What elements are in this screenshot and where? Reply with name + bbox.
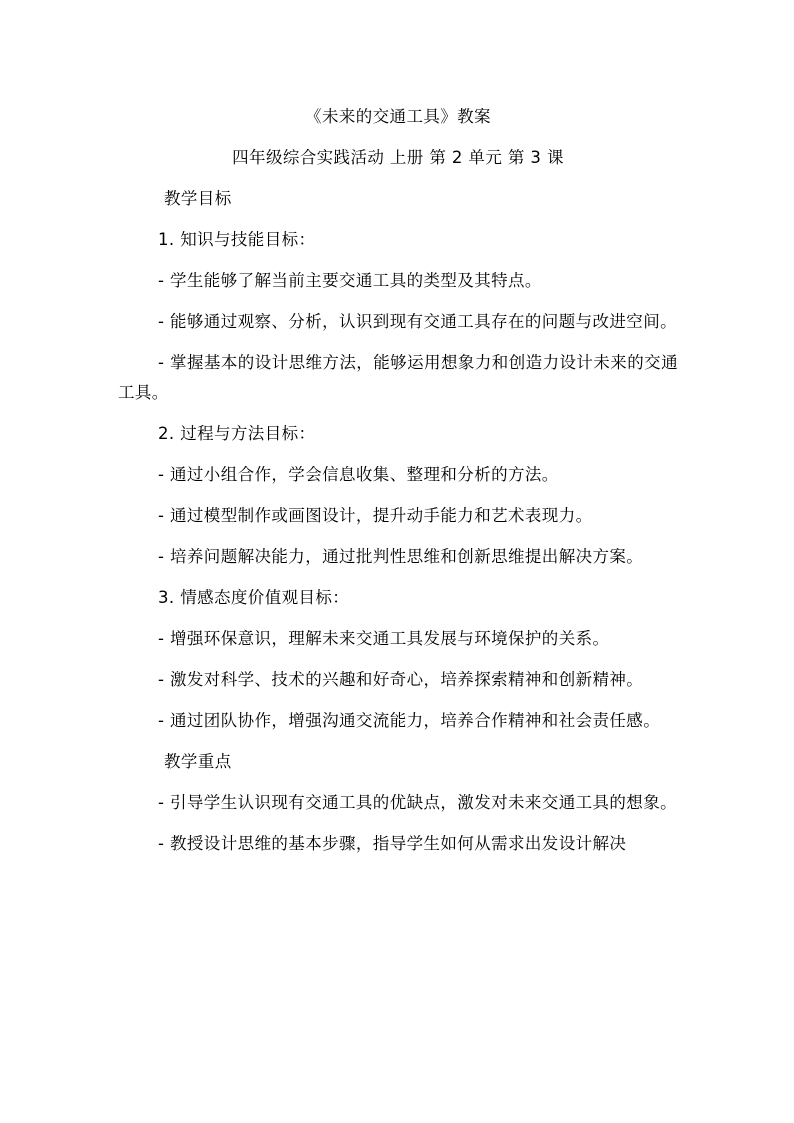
focus-item: - 引导学生认识现有交通工具的优缺点，激发对未来交通工具的想象。 xyxy=(158,793,677,812)
knowledge-item: - 能够通过观察、分析，认识到现有交通工具存在的问题与改进空间。 xyxy=(158,312,677,331)
document-content xyxy=(118,102,678,870)
process-item: - 通过小组合作，学会信息收集、整理和分析的方法。 xyxy=(158,465,559,484)
knowledge-item: - 掌握基本的设计思维方法，能够运用想象力和创造力设计未来的交通工具。 xyxy=(118,353,678,402)
process-item: - 培养问题解决能力，通过批判性思维和创新思维提出解决方案。 xyxy=(158,547,644,566)
emotion-item: - 激发对科学、技术的兴趣和好奇心，培养探索精神和创新精神。 xyxy=(158,670,644,689)
emotion-item: - 增强环保意识，理解未来交通工具发展与环境保护的关系。 xyxy=(158,629,610,648)
knowledge-heading: 1. 知识与技能目标： xyxy=(158,230,316,249)
focus-heading: 教学重点 xyxy=(164,752,232,771)
document-subtitle: 四年级综合实践活动 上册 第 2 单元 第 3 课 xyxy=(232,148,564,167)
emotion-item: - 通过团队协作，增强沟通交流能力，培养合作精神和社会责任感。 xyxy=(158,711,661,730)
process-heading: 2. 过程与方法目标： xyxy=(158,424,316,443)
objectives-heading: 教学目标 xyxy=(164,189,232,208)
document-title: 《未来的交通工具》教案 xyxy=(305,107,491,126)
emotion-heading: 3. 情感态度价值观目标： xyxy=(158,588,350,607)
process-item: - 通过模型制作或画图设计，提升动手能力和艺术表现力。 xyxy=(158,506,593,525)
focus-item: - 教授设计思维的基本步骤，指导学生如何从需求出发设计解决 xyxy=(158,834,627,853)
knowledge-item: - 学生能够了解当前主要交通工具的类型及其特点。 xyxy=(158,271,542,290)
